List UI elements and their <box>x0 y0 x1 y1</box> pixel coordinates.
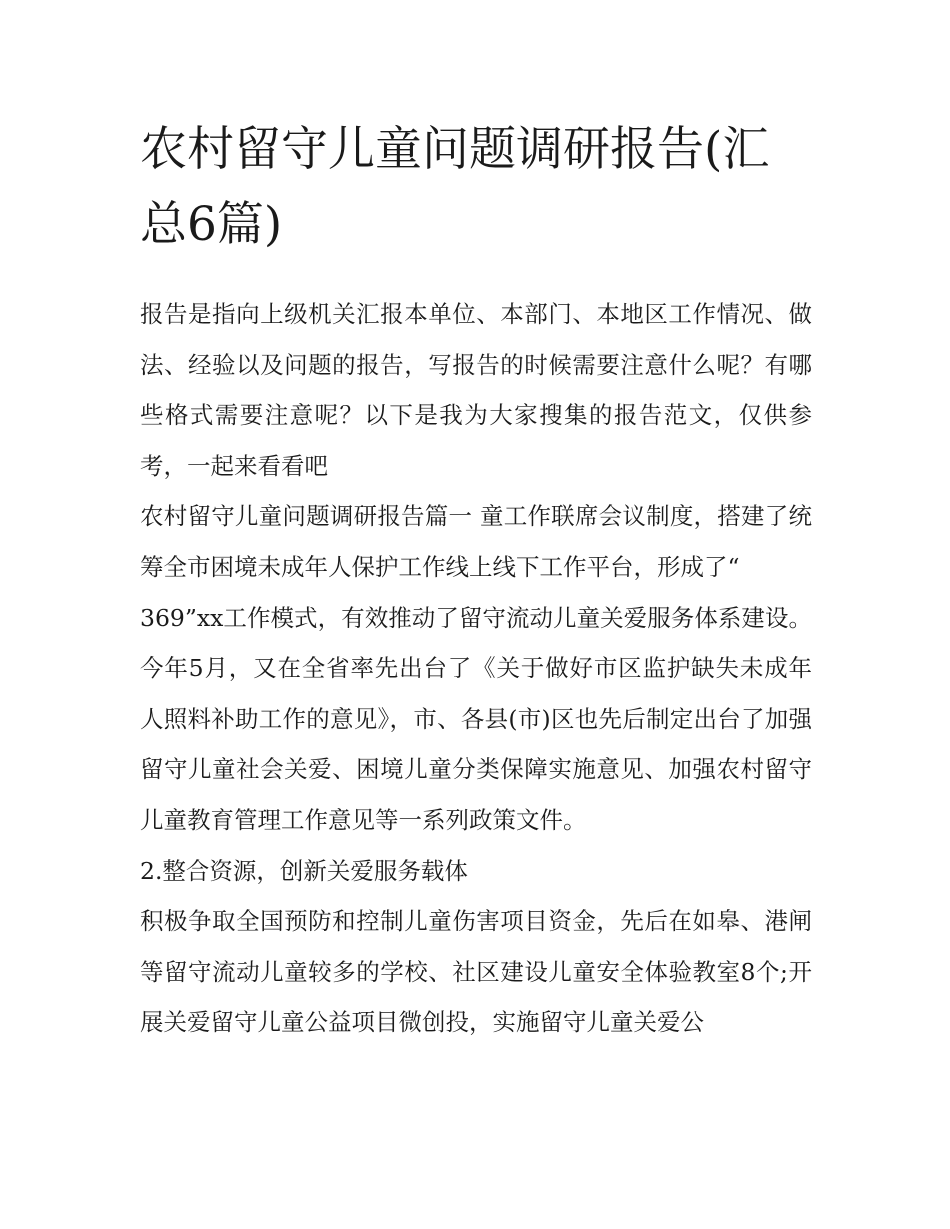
document-body <box>140 112 812 1048</box>
paragraph-policy: 369”xx工作模式，有效推动了留守流动儿童关爱服务体系建设。今年5月，又在全省率先出台了《关于做好市区监护缺失未成年人照料补助工作的意见》，市、各县(市)区也先后制定出台了加强留守儿童社会关爱、困境儿童分类保障实施意见、加强农村留守儿童教育管理工作意见等一系列政策文件。 <box>140 603 812 834</box>
paragraph-section-one: 农村留守儿童问题调研报告篇一 童工作联席会议制度，搭建了统筹全市困境未成年人保护工作线上线下工作平台，形成了“ <box>140 502 812 581</box>
document-title: 农村留守儿童问题调研报告(汇总6篇) <box>140 122 770 252</box>
paragraph-heading-2: 2.整合资源，创新关爱服务载体 <box>140 856 468 885</box>
intro-paragraph: 报告是指向上级机关汇报本单位、本部门、本地区工作情况、做法、经验以及问题的报告，写报告的时候需要注意什么呢？有哪些格式需要注意呢？以下是我为大家搜集的报告范文，仅供参考，一起来看看吧 <box>140 300 812 480</box>
paragraph-resources: 积极争取全国预防和控制儿童伤害项目资金，先后在如皋、港闸等留守流动儿童较多的学校、社区建设儿童安全体验教室8个;开展关爱留守儿童公益项目微创投，实施留守儿童关爱公 <box>140 907 812 1037</box>
